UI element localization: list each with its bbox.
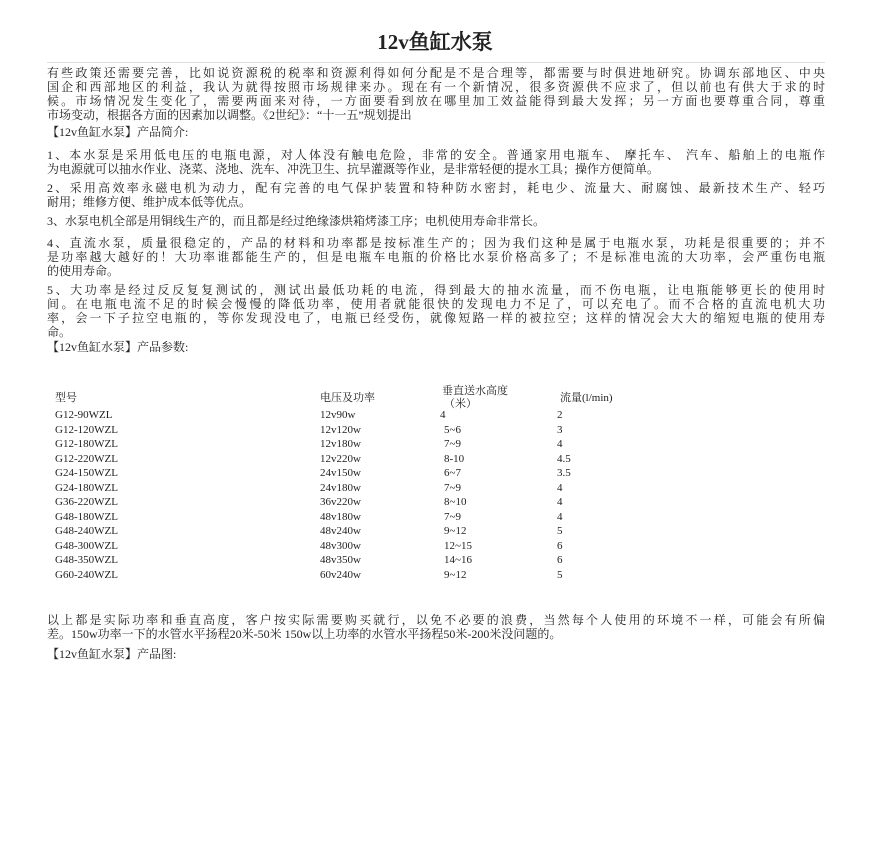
feature-2-line: 2、采用高效率永磁电机为动力，配有完善的电气保护装置和特种防水密封，耗电少、流量大、耐腐蚀、最新技术生产、轻巧 bbox=[47, 181, 825, 195]
cell-flow: 6 bbox=[557, 539, 563, 552]
cell-flow: 4 bbox=[557, 438, 563, 450]
header-height-unit: （米） bbox=[444, 398, 477, 410]
intro-paragraph-line: 有些政策还需要完善，比如说资源税的税率和资源利得如何分配是不是合理等，都需要与时俱进地研究。协调东部地区、中央 bbox=[47, 66, 825, 80]
cell-voltage-power: 48v300w bbox=[320, 539, 361, 552]
cell-height: 7~9 bbox=[444, 481, 461, 494]
feature-4-line: 是功率越大越好的！大功率谁都能生产的，但是电瓶车电瓶的价格比水泵价格高多了；不是标准电流的大功率，会严重伤电瓶 bbox=[47, 250, 825, 264]
feature-1-line: 1、本水泵是采用低电压的电瓶电源，对人体没有触电危险，非常的安全。普通家用电瓶车、 摩托车、 汽车、船舶上的电瓶作 bbox=[47, 148, 825, 162]
intro-paragraph-line: 市场变动，根据各方面的因素加以调整。《2世纪》：“十一五”规划提出 bbox=[47, 108, 412, 122]
cell-flow: 3.5 bbox=[557, 467, 571, 479]
cell-voltage-power: 24v180w bbox=[320, 481, 361, 494]
cell-flow: 5 bbox=[557, 525, 563, 537]
cell-voltage-power: 48v180w bbox=[320, 510, 361, 523]
cell-model: G36-220WZL bbox=[55, 496, 118, 508]
header-flow: 流量(l/min) bbox=[560, 392, 613, 404]
cell-flow: 3 bbox=[557, 423, 563, 436]
cell-height: 4 bbox=[440, 409, 446, 421]
cell-voltage-power: 12v90w bbox=[320, 409, 356, 421]
page-title: 12v鱼缸水泵 bbox=[377, 30, 493, 54]
feature-5-line: 命。 bbox=[47, 325, 72, 339]
section-heading-images: 【12v鱼缸水泵】产品图: bbox=[47, 647, 177, 661]
intro-paragraph-line: 候。市场情况发生变化了，需要两面来对待，一方面要看到放在哪里加工效益能得到最大发挥；另一方面也要尊重合同，尊重 bbox=[47, 94, 825, 108]
feature-4-line: 的使用寿命。 bbox=[47, 264, 120, 278]
cell-height: 8-10 bbox=[444, 452, 465, 465]
cell-flow: 4 bbox=[557, 496, 563, 508]
cell-model: G60-240WZL bbox=[55, 568, 118, 581]
cell-model: G24-180WZL bbox=[55, 481, 118, 494]
cell-model: G12-220WZL bbox=[55, 452, 118, 465]
header-voltage-power: 电压及功率 bbox=[320, 392, 375, 404]
cell-model: G24-150WZL bbox=[55, 467, 118, 479]
cell-model: G12-90WZL bbox=[55, 409, 113, 421]
feature-5-line: 5、大功率是经过反反复复测试的，测试出最低功耗的电流，得到最大的抽水流量，而不伤电瓶，让电瓶能够更长的使用时 bbox=[47, 283, 825, 297]
divider bbox=[47, 62, 825, 63]
outro-paragraph-line: 以上都是实际功率和垂直高度，客户按实际需要购买就行，以免不必要的浪费，当然每个人使用的环境不一样，可能会有所偏 bbox=[47, 613, 825, 627]
cell-model: G48-350WZL bbox=[55, 554, 118, 566]
cell-height: 8~10 bbox=[444, 496, 467, 508]
feature-3-line: 3、水泵电机全部是用铜线生产的，而且都是经过绝缘漆烘箱烤漆工序；电机使用寿命非常长。 bbox=[47, 214, 546, 228]
cell-model: G48-240WZL bbox=[55, 525, 118, 537]
feature-2-line: 耐用；维修方便、维护成本低等优点。 bbox=[47, 195, 252, 209]
cell-height: 6~7 bbox=[444, 467, 461, 479]
cell-flow: 5 bbox=[557, 568, 563, 581]
header-model: 型号 bbox=[55, 392, 77, 404]
cell-height: 12~15 bbox=[444, 539, 472, 552]
cell-voltage-power: 12v180w bbox=[320, 438, 361, 450]
cell-height: 9~12 bbox=[444, 568, 467, 581]
cell-voltage-power: 36v220w bbox=[320, 496, 361, 508]
intro-paragraph-line: 国企和西部地区的利益，我认为就得按照市场规律来办。现在有一个新情况，很多资源供不应求了，但以前也有供大于求的时 bbox=[47, 80, 825, 94]
cell-voltage-power: 60v240w bbox=[320, 568, 361, 581]
feature-5-line: 率，会一下子拉空电瓶的，等你发现没电了，电瓶已经受伤，就像短路一样的被拉空；这样的情况会大大的缩短电瓶的使用寿 bbox=[47, 311, 825, 325]
section-heading-intro: 【12v鱼缸水泵】产品简介: bbox=[47, 125, 189, 139]
cell-voltage-power: 12v220w bbox=[320, 452, 361, 465]
cell-voltage-power: 48v350w bbox=[320, 554, 361, 566]
cell-model: G48-180WZL bbox=[55, 510, 118, 523]
cell-voltage-power: 12v120w bbox=[320, 423, 361, 436]
cell-flow: 6 bbox=[557, 554, 563, 566]
cell-flow: 4 bbox=[557, 481, 563, 494]
feature-5-line: 间。在电瓶电流不足的时候会慢慢的降低功率，使用者就能很快的发现电力不足了，可以充电了。而不合格的直流电机大功 bbox=[47, 297, 825, 311]
cell-model: G12-120WZL bbox=[55, 423, 118, 436]
outro-paragraph-line: 差。150w功率一下的水管水平扬程20米-50米 150w以上功率的水管水平扬程50米-200米没问题的。 bbox=[47, 627, 562, 641]
cell-height: 5~6 bbox=[444, 423, 461, 436]
feature-1-line: 为电源就可以抽水作业、浇菜、浇地、洗车、冲洗卫生、抗旱灌溉等作业，是非常轻便的提水工具；操作方便简单。 bbox=[47, 162, 660, 176]
cell-height: 9~12 bbox=[444, 525, 467, 537]
cell-model: G12-180WZL bbox=[55, 438, 118, 450]
section-heading-params: 【12v鱼缸水泵】产品参数: bbox=[47, 340, 189, 354]
cell-height: 7~9 bbox=[444, 510, 461, 523]
cell-flow: 4 bbox=[557, 510, 563, 523]
cell-height: 14~16 bbox=[444, 554, 472, 566]
header-height: 垂直送水高度 bbox=[442, 385, 508, 397]
cell-voltage-power: 24v150w bbox=[320, 467, 361, 479]
cell-flow: 4.5 bbox=[557, 452, 571, 465]
feature-4-line: 4、直流水泵，质量很稳定的，产品的材料和功率都是按标准生产的；因为我们这种是属于电瓶水泵，功耗是很重要的；并不 bbox=[47, 236, 825, 250]
cell-model: G48-300WZL bbox=[55, 539, 118, 552]
cell-voltage-power: 48v240w bbox=[320, 525, 361, 537]
cell-height: 7~9 bbox=[444, 438, 461, 450]
cell-flow: 2 bbox=[557, 409, 563, 421]
